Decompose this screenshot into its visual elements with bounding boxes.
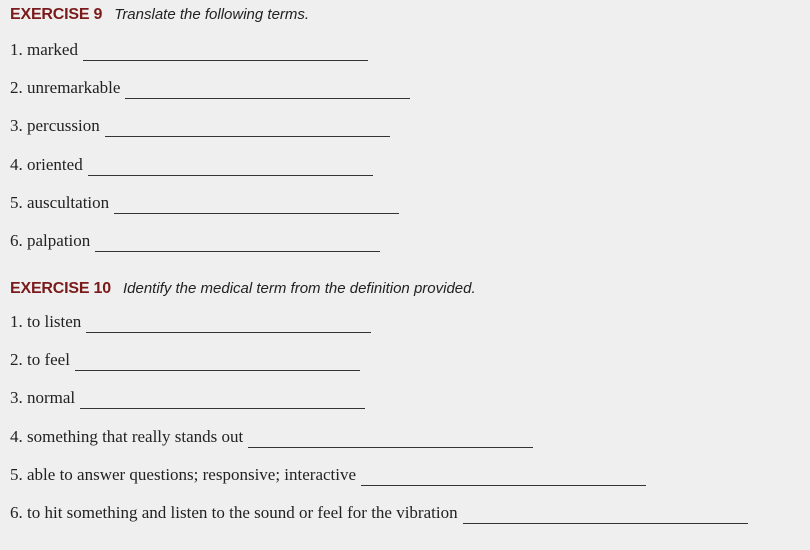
exercise-9-label: EXERCISE 9 (10, 6, 103, 23)
exercise-10-item-5 (10, 463, 748, 501)
answer-blank[interactable] (361, 463, 646, 486)
item-text: 1. marked (10, 40, 78, 59)
answer-blank[interactable] (83, 38, 368, 61)
exercise-9-item-3 (10, 114, 410, 152)
answer-blank[interactable] (248, 425, 533, 448)
item-text: 5. able to answer questions; responsive; interactive (10, 464, 357, 484)
item-text: 4. oriented (10, 154, 83, 174)
exercise-9-item-6 (10, 229, 410, 267)
exercise-9-item-2 (10, 76, 410, 114)
exercise-10-label: EXERCISE 10 (10, 280, 111, 297)
exercise-10-item-1 (10, 310, 748, 348)
answer-blank[interactable] (125, 76, 410, 99)
item-text: 4. something that really stands out (10, 426, 244, 446)
exercise-9-section (10, 4, 410, 267)
exercise-9-item-5 (10, 191, 410, 229)
answer-blank[interactable] (95, 229, 380, 252)
exercise-10-item-2 (10, 348, 748, 386)
answer-blank[interactable] (80, 386, 365, 409)
exercise-10-heading (10, 278, 748, 300)
answer-blank[interactable] (114, 191, 399, 214)
exercise-9-items (10, 38, 410, 267)
answer-blank[interactable] (463, 501, 748, 524)
answer-blank[interactable] (88, 153, 373, 176)
item-text: 6. palpation (10, 230, 91, 250)
item-text: 2. unremarkable (10, 78, 121, 98)
exercise-10-item-3 (10, 386, 748, 424)
exercise-9-heading (10, 4, 410, 26)
exercise-9-item-4 (10, 153, 410, 191)
answer-blank[interactable] (105, 114, 390, 137)
item-text: 2. to feel (10, 350, 70, 370)
exercise-9-instruction: Translate the following terms. (114, 6, 310, 23)
answer-blank[interactable] (86, 310, 371, 333)
item-text: 1. to listen (10, 312, 82, 331)
item-text: 6. to hit something and listen to the sound or feel for the vibration (10, 502, 458, 522)
exercise-10-section (10, 278, 748, 539)
item-text: 5. auscultation (10, 192, 110, 212)
exercise-10-item-4 (10, 425, 748, 463)
exercise-10-items (10, 310, 748, 539)
item-text: 3. normal (10, 388, 76, 408)
exercise-9-item-1 (10, 38, 410, 76)
exercise-10-item-6 (10, 501, 748, 539)
exercise-10-instruction: Identify the medical term from the definition provided. (122, 280, 476, 297)
item-text: 3. percussion (10, 116, 100, 136)
answer-blank[interactable] (75, 348, 360, 371)
